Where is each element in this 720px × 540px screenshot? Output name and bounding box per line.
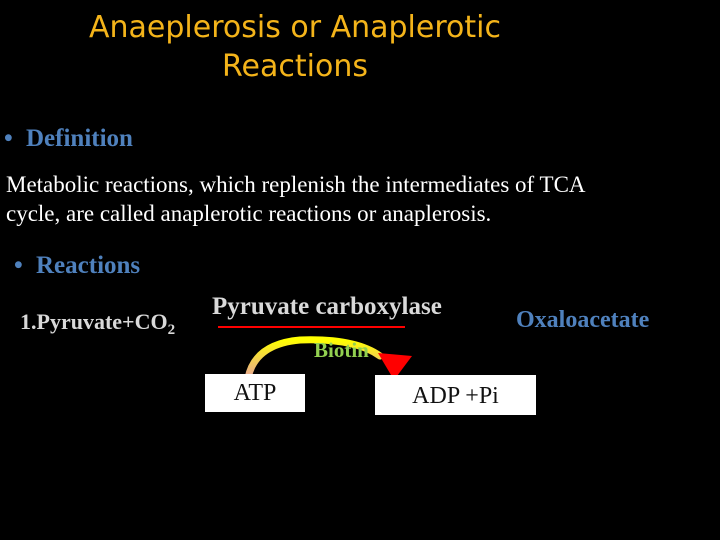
enzyme-label: Pyruvate carboxylase	[212, 293, 442, 320]
slide-title-line-1: Anaeplerosis or Anaplerotic	[89, 10, 501, 45]
definition-line-2: cycle, are called anaplerotic reactions or anaplerosis.	[6, 201, 492, 226]
reactant-subscript: 2	[167, 322, 176, 338]
bullet-icon: •	[14, 252, 23, 279]
bullet-icon: •	[4, 125, 13, 152]
atp-box: ATP	[205, 374, 305, 412]
definition-heading: Definition	[26, 125, 133, 152]
slide-title-line-2: Reactions	[222, 49, 368, 84]
adp-pi-box: ADP +Pi	[375, 375, 536, 415]
definition-line-1: Metabolic reactions, which replenish the intermediates of TCA	[6, 172, 586, 197]
reactions-heading: Reactions	[36, 252, 141, 279]
cofactor-label: Biotin	[314, 338, 369, 362]
product-label: Oxaloacetate	[516, 307, 650, 333]
reactant-text: 1.Pyruvate+CO	[20, 309, 168, 334]
